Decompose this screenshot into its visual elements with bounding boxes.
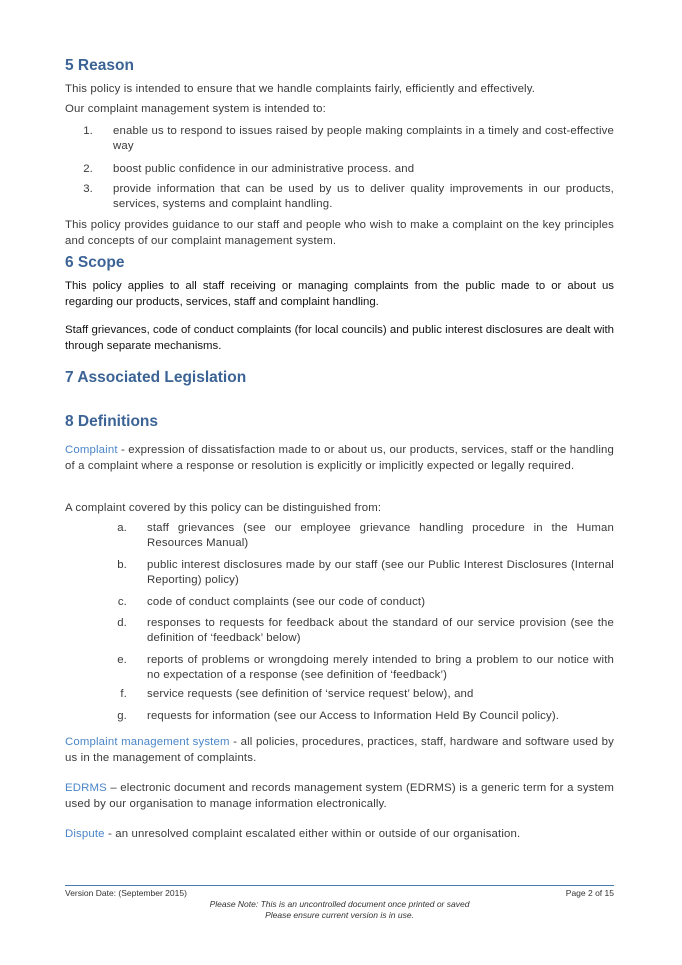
reason-paragraph-2: Our complaint management system is intended to: xyxy=(65,103,326,115)
section-7-heading: 7 Associated Legislation xyxy=(65,369,247,386)
definition-cms: Complaint management system - all policies, procedures, practices, staff, hardware and software used by us in the management of complaints. xyxy=(65,736,614,764)
scope-paragraph-2: Staff grievances, code of conduct complaints (for local councils) and public interest disclosures are dealt with through separate mechanisms. xyxy=(65,324,614,352)
footer-note-version: Please ensure current version is in use. xyxy=(265,910,414,920)
section-5-heading: 5 Reason xyxy=(65,57,134,74)
term-complaint-management-system: Complaint management system xyxy=(65,736,230,748)
scope-paragraph-1: This policy applies to all staff receiving or managing complaints from the public made to or about us regarding our products, services, staff and complaint handling. xyxy=(65,280,614,308)
footer-version: Version Date: (September 2015) xyxy=(65,888,187,898)
reason-paragraph-1: This policy is intended to ensure that we handle complaints fairly, efficiently and effectively. xyxy=(65,83,536,95)
distinguished-intro: A complaint covered by this policy can be distinguished from: xyxy=(65,502,382,514)
section-6-heading: 6 Scope xyxy=(65,254,125,271)
term-edrms: EDRMS xyxy=(65,782,107,794)
definition-complaint: Complaint - expression of dissatisfaction made to or about us, our products, services, staff or the handling of a complaint where a response or resolution is explicitly or implicitly expected or legally required. xyxy=(65,444,614,472)
term-complaint: Complaint xyxy=(65,444,118,456)
definition-dispute: Dispute - an unresolved complaint escalated either within or outside of our organisation. xyxy=(65,828,521,840)
definition-edrms: EDRMS – electronic document and records management system (EDRMS) is a generic term for a system used by our organisation to manage information electronically. xyxy=(65,782,614,810)
term-dispute: Dispute xyxy=(65,828,105,840)
section-8-heading: 8 Definitions xyxy=(65,413,159,430)
reason-paragraph-3: This policy provides guidance to our staff and people who wish to make a complaint on the key principles and concepts of our complaint management system. xyxy=(65,219,614,247)
footer-page-number: Page 2 of 15 xyxy=(565,888,614,898)
footer-rule xyxy=(65,885,614,886)
footer-note-uncontrolled: Please Note: This is an uncontrolled document once printed or saved xyxy=(209,899,470,909)
